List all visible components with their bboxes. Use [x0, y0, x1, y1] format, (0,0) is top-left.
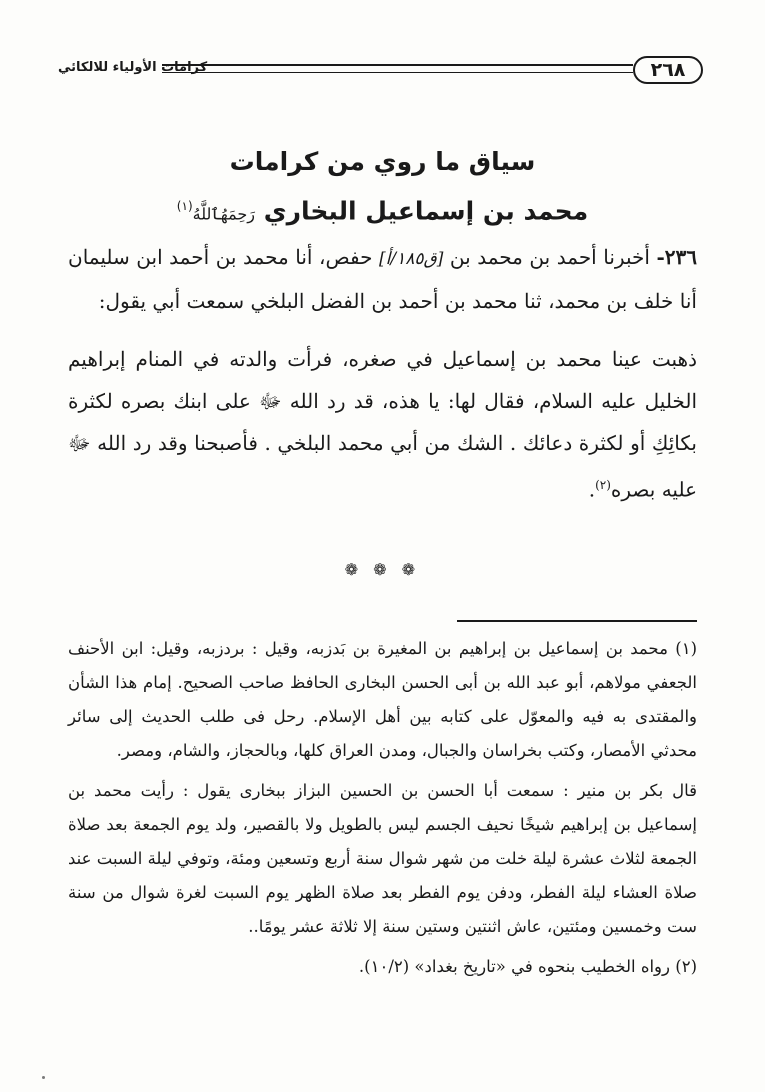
footnote-label: (١) [675, 639, 698, 658]
footnote-1 [68, 632, 697, 768]
matn-text: ذهبت عينا محمد بن إسماعيل في صغره، فرأت والدته في المنام إبراهيم الخليل عليه السلام، فقال لها: يا هذه، قد رد الله ﷻ على ابنك بصره لكثرة بكائِكِ أو لكثرة دعائك . الشك من أبي محمد البلخي . فأصبحنا وقد رد الله ﷻ عليه بصره [68, 347, 697, 502]
main-text [68, 236, 697, 511]
isnad-text-end: حفص، أنا محمد بن أحمد ابن سليمان أنا خلف بن محمد، ثنا محمد بن أحمد بن الفضل البلخي سمعت أبي يقول: [68, 245, 697, 313]
page-number: ٢٦٨ [650, 59, 686, 81]
footnote-separator [457, 620, 697, 622]
page-number-badge [633, 56, 703, 84]
footnote-text: محمد بن إسماعيل بن إبراهيم بن المغيرة بن بَدزبه، وقيل : بردزبه، وقيل: ابن الأحنف الجعفي مولاهم، أبو عبد الله بن أبى الحسن البخارى الحافظ صاحب الصحيح. إمام هذا الشأن والمقتدى به فيه والمعوّل على كتابه بين أهل الإسلام. رحل فى طلب الحديث إلى سائر محدثي الأمصار، وكتب بخراسان والجبال، ومدن العراق كلها، وبالحجاز، والشام، ومصر. [68, 639, 697, 760]
header-rule [162, 64, 633, 73]
footnote-text: رواه الخطيب بنحوه في «تاريخ بغداد» (١٠/٢). [358, 957, 670, 976]
footnote-2 [68, 950, 697, 984]
matn-end-mark: . [588, 477, 596, 502]
honorific-ligature: رَحِمَهُٱللَّهُ [192, 204, 255, 224]
chapter-heading [60, 140, 705, 236]
footnote-text: قال بكر بن منير : سمعت أبا الحسن بن الحسين البزاز ببخارى يقول : رأيت محمد بن إسماعيل بن إبراهيم شيخًا نحيف الجسم ليس بالطويل ولا بالقصير، ولد يوم الجمعة بعد صلاة الجمعة لثلاث عشرة ليلة خلت من شهر شوال سنة أربع وتسعين ومئة، وتوفي ليلة السبت عند صلاة العشاء ليلة الفطر، ودفن يوم الفطر بعد صلاة الظهر يوم السبت لغرة شوال من سنة ست وخمسين ومئتين، عاش اثنتين وستين سنة إلا ثلاثة عشر يومًا.. [68, 781, 697, 936]
footnote-1-continued [68, 774, 697, 944]
footnote-label: (٢) [675, 957, 697, 976]
isnad-text-start: أخبرنا أحمد بن محمد بن [449, 245, 650, 269]
footnote-reference-2: (٢) [595, 478, 611, 492]
scan-speck [42, 1076, 45, 1079]
manuscript-folio-marker: [ق١٨٥/أ] [379, 249, 444, 269]
heading-line-2 [60, 184, 705, 236]
heading-line-1: سياق ما روي من كرامات [229, 147, 536, 176]
running-header [58, 52, 703, 92]
footnotes [68, 632, 697, 984]
heading-name: محمد بن إسماعيل البخاري [263, 196, 589, 226]
running-title: كرامات الأولياء للالكائي [58, 60, 208, 75]
narration-matn [68, 338, 697, 511]
footnote-reference-1: (١) [176, 199, 193, 213]
narration-number: ٢٣٦- [656, 245, 698, 269]
narration-isnad [68, 236, 697, 322]
section-ornament: ❁ ❁ ❁ [344, 560, 421, 579]
